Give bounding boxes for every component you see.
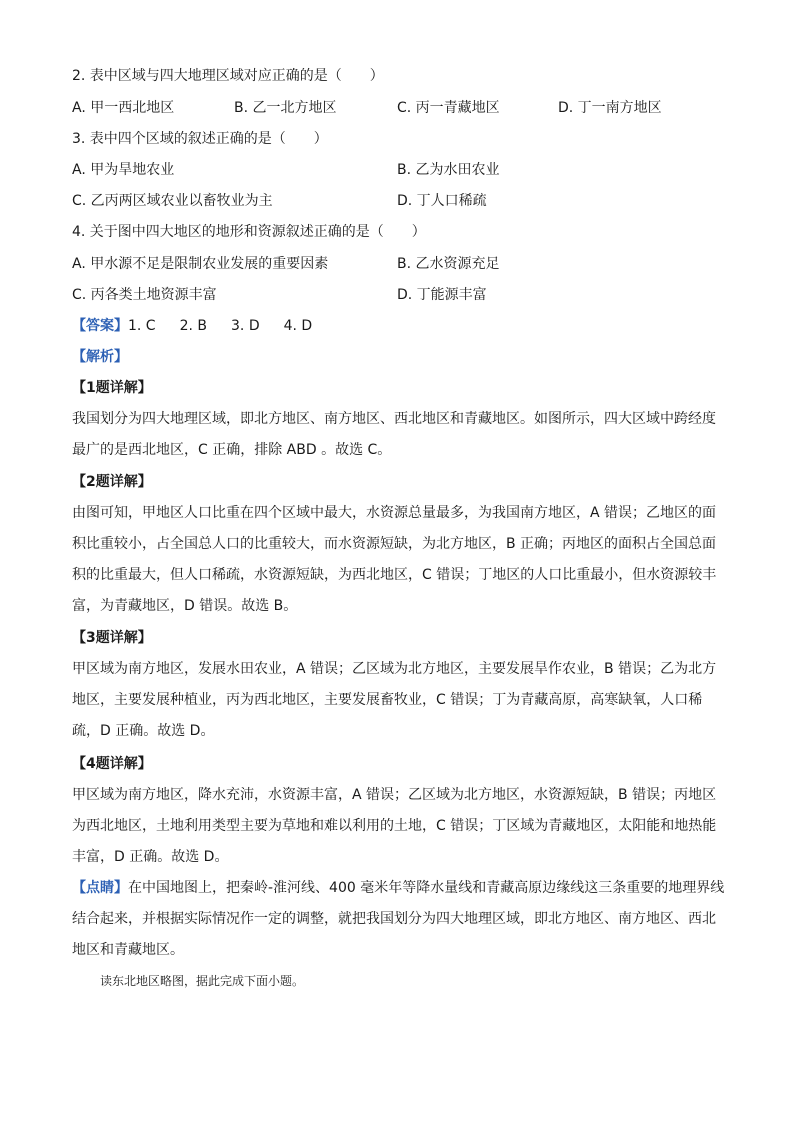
q3-option-b: B. 乙为水田农业 [397,162,500,178]
detail-line: 丰富，D 正确。故选 D。 [72,849,229,865]
detail-line: 我国划分为四大地理区域，即北方地区、南方地区、西北地区和青藏地区。如图所示，四大区域中跨经度 [72,411,716,427]
detail-line: 富，为青藏地区，D 错误。故选 B。 [72,598,298,614]
tip-label: 【点睛】 [72,880,128,896]
q2-option-c: C. 丙一青藏地区 [397,100,500,116]
detail-line: 疏，D 正确。故选 D。 [72,723,215,739]
next-question-caption: 读东北地区略图，据此完成下面小题。 [100,974,305,988]
answer-line [72,316,336,336]
q4-option-a: A. 甲水源不足是限制农业发展的重要因素 [72,256,329,272]
detail-4-body [72,780,722,873]
question-4-stem: 4. 关于图中四大地区的地形和资源叙述正确的是（ ） [72,224,426,240]
answer-item: 4. D [283,318,313,334]
detail-1-head: 【1题详解】 [72,380,152,396]
tip-line: 地区和青藏地区。 [72,942,184,958]
q4-option-d: D. 丁能源丰富 [397,287,487,303]
question-2-stem: 2. 表中区域与四大地理区域对应正确的是（ ） [72,68,384,84]
answer-item: 1. C [128,318,156,334]
detail-3-body [72,654,722,747]
q3-option-c: C. 乙丙两区域农业以畜牧业为主 [72,193,273,209]
detail-1-body [72,404,722,466]
detail-2-head: 【2题详解】 [72,474,152,490]
q3-option-d: D. 丁人口稀疏 [397,193,487,209]
question-3-stem: 3. 表中四个区域的叙述正确的是（ ） [72,131,328,147]
detail-4-head: 【4题详解】 [72,756,152,772]
answer-item: 2. B [179,318,208,334]
answer-item: 3. D [231,318,260,334]
detail-3-head: 【3题详解】 [72,630,152,646]
q2-option-d: D. 丁一南方地区 [558,100,662,116]
q4-option-b: B. 乙水资源充足 [397,256,500,272]
tip-text: 在中国地图上，把秦岭-淮河线、400 毫米年等降水量线和青藏高原边缘线这三条重要的地理界线 [128,880,725,896]
q3-option-a: A. 甲为旱地农业 [72,162,175,178]
detail-line: 甲区域为南方地区，发展水田农业，A 错误；乙区域为北方地区，主要发展旱作农业，B 错误；乙为北方 [72,661,717,677]
tip-line: 结合起来，并根据实际情况作一定的调整，就把我国划分为四大地理区域，即北方地区、南方地区、西北 [72,911,716,927]
detail-line: 积比重较小，占全国总人口的比重较大，而水资源短缺，为北方地区，B 正确；丙地区的面积占全国总面 [72,536,717,552]
detail-2-body [72,498,722,622]
detail-line: 为西北地区，土地利用类型主要为草地和难以利用的土地，C 错误；丁区域为青藏地区，太阳能和地热能 [72,818,717,834]
detail-line: 最广的是西北地区，C 正确，排除 ABD 。故选 C。 [72,442,392,458]
detail-line: 地区，主要发展种植业，丙为西北地区，主要发展畜牧业，C 错误；丁为青藏高原，高寒缺氧，人口稀 [72,692,703,708]
tip-block [72,873,725,966]
analysis-label: 【解析】 [72,349,128,365]
detail-line: 由图可知，甲地区人口比重在四个区域中最大，水资源总量最多，为我国南方地区，A 错误；乙地区的面 [72,505,717,521]
q2-option-a: A. 甲一西北地区 [72,100,175,116]
detail-line: 甲区域为南方地区，降水充沛，水资源丰富，A 错误；乙区域为北方地区，水资源短缺，B 错误；丙地区 [72,787,717,803]
q4-option-c: C. 丙各类土地资源丰富 [72,287,217,303]
tip-line [72,873,725,904]
detail-line: 积的比重最大，但人口稀疏，水资源短缺，为西北地区，C 错误；丁地区的人口比重最小，但水资源较丰 [72,567,717,583]
q2-option-b: B. 乙一北方地区 [234,100,337,116]
answer-label: 【答案】 [72,318,128,334]
